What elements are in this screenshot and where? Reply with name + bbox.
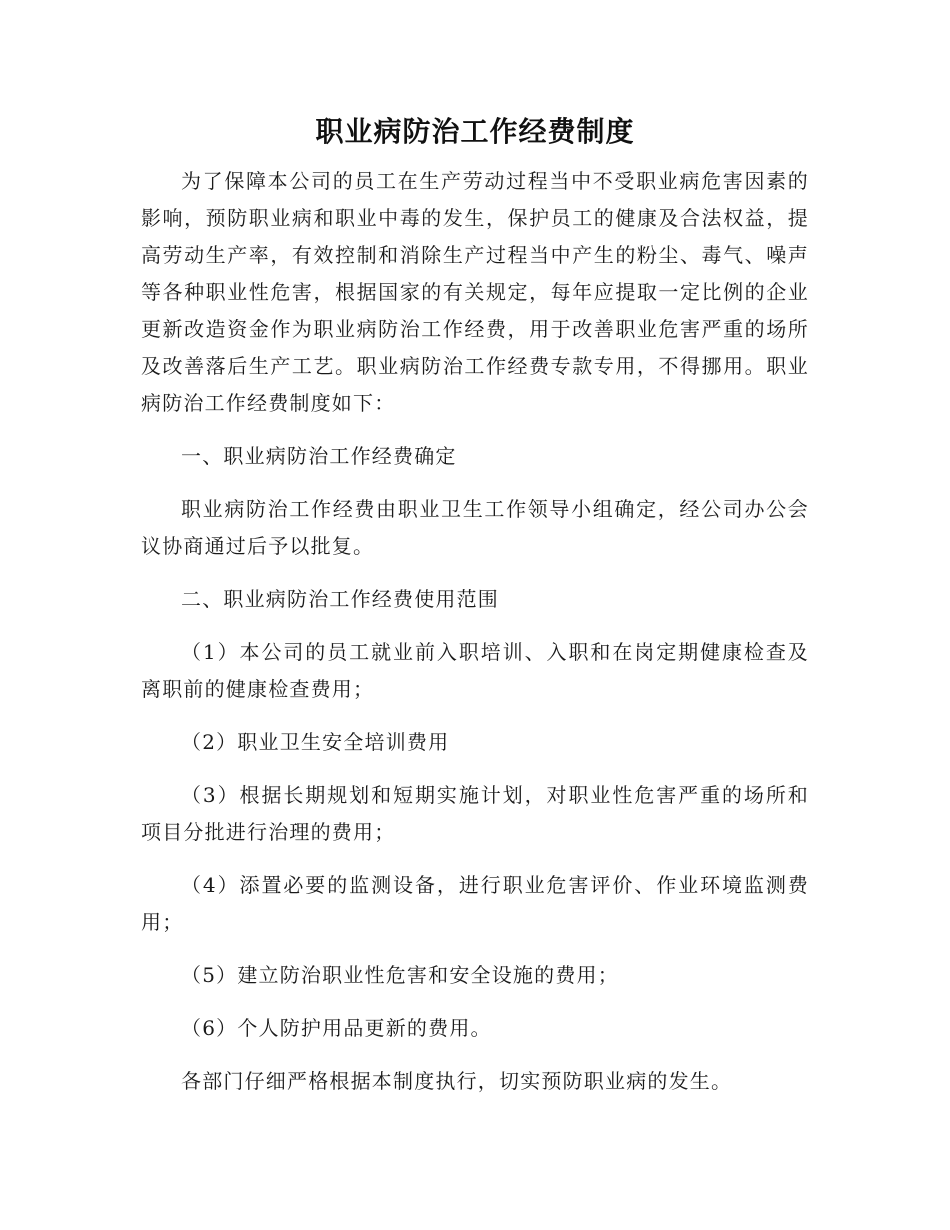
section-heading-usage-scope: 二、职业病防治工作经费使用范围 bbox=[181, 587, 499, 611]
usage-item-2: （2）职业卫生安全培训费用 bbox=[181, 730, 450, 754]
document-body bbox=[141, 163, 809, 1100]
usage-item-6: （6）个人防护用品更新的费用。 bbox=[181, 1016, 492, 1040]
closing-paragraph: 各部门仔细严格根据本制度执行，切实预防职业病的发生。 bbox=[181, 1069, 733, 1093]
usage-item-1: （1）本公司的员工就业前入职培训、入职和在岗定期健康检查及离职前的健康检查费用； bbox=[141, 640, 809, 701]
document-title: 职业病防治工作经费制度 bbox=[315, 115, 635, 148]
usage-item-4: （4）添置必要的监测设备，进行职业危害评价、作业环境监测费用； bbox=[141, 873, 809, 934]
intro-paragraph: 为了保障本公司的员工在生产劳动过程当中不受职业病危害因素的影响，预防职业病和职业中毒的发生，保护员工的健康及合法权益，提高劳动生产率，有效控制和消除生产过程当中产生的粉尘、毒气、噪声等各种职业性危害，根据国家的有关规定，每年应提取一定比例的企业更新改造资金作为职业病防治工作经费，用于改善职业危害严重的场所及改善落后生产工艺。职业病防治工作经费专款专用，不得挪用。职业病防治工作经费制度如下： bbox=[141, 169, 809, 415]
usage-item-5: （5）建立防治职业性危害和安全设施的费用； bbox=[181, 963, 619, 987]
funding-determination-paragraph: 职业病防治工作经费由职业卫生工作领导小组确定，经公司办公会议协商通过后予以批复。 bbox=[141, 497, 809, 558]
usage-item-3: （3）根据长期规划和短期实施计划，对职业性危害严重的场所和项目分批进行治理的费用； bbox=[141, 783, 809, 844]
section-heading-funding-determination: 一、职业病防治工作经费确定 bbox=[181, 444, 457, 468]
